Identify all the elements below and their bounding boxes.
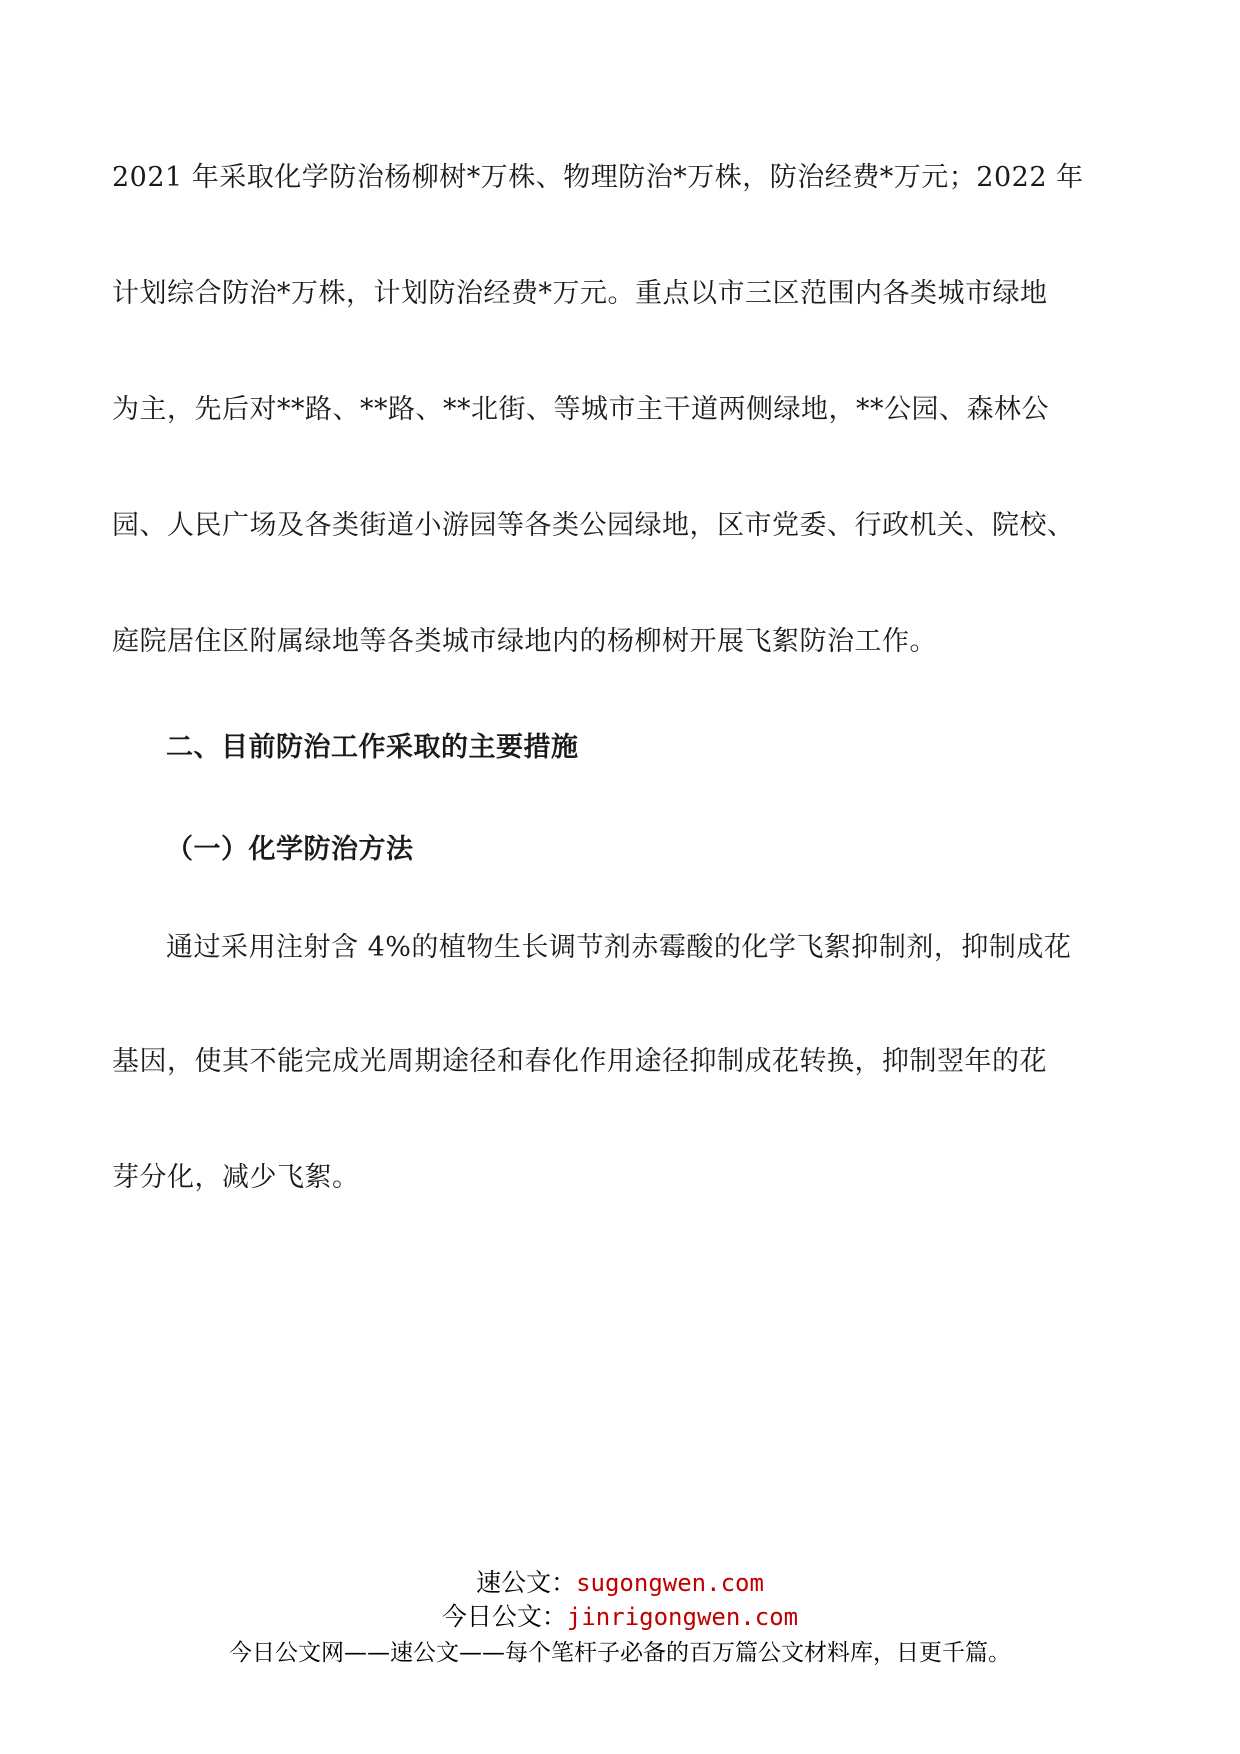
paragraph-line: 基因，使其不能完成光周期途径和春化作用途径抑制成花转换，抑制翌年的花 [112, 1046, 1047, 1077]
paragraph-line: 庭院居住区附属绿地等各类城市绿地内的杨柳树开展飞絮防治工作。 [112, 626, 937, 657]
footer-link-sugongwen[interactable]: sugongwen.com [576, 1569, 764, 1597]
subsection-heading: （一）化学防治方法 [166, 834, 414, 865]
footer-site-jinrigongwen [0, 1600, 1240, 1634]
footer-link-jinrigongwen[interactable]: jinrigongwen.com [566, 1603, 799, 1631]
paragraph-line: 通过采用注射含 4%的植物生长调节剂赤霉酸的化学飞絮抑制剂，抑制成花 [166, 932, 1072, 963]
section-heading: 二、目前防治工作采取的主要措施 [166, 732, 579, 763]
footer-label: 今日公文： [441, 1602, 567, 1631]
paragraph-line: 计划综合防治*万株，计划防治经费*万元。重点以市三区范围内各类城市绿地 [112, 278, 1048, 309]
paragraph-line: 芽分化，减少飞絮。 [112, 1162, 360, 1193]
paragraph-line: 为主，先后对**路、**路、**北街、等城市主干道两侧绿地，**公园、森林公 [112, 394, 1049, 425]
paragraph-line: 2021 年采取化学防治杨柳树*万株、物理防治*万株，防治经费*万元；2022 年 [112, 162, 1084, 193]
footer-site-sugongwen [0, 1566, 1240, 1600]
paragraph-line: 园、人民广场及各类街道小游园等各类公园绿地，区市党委、行政机关、院校、 [112, 510, 1075, 541]
footer-tagline: 今日公文网——速公文——每个笔杆子必备的百万篇公文材料库，日更千篇。 [229, 1640, 1011, 1666]
footer-label: 速公文： [476, 1568, 577, 1597]
